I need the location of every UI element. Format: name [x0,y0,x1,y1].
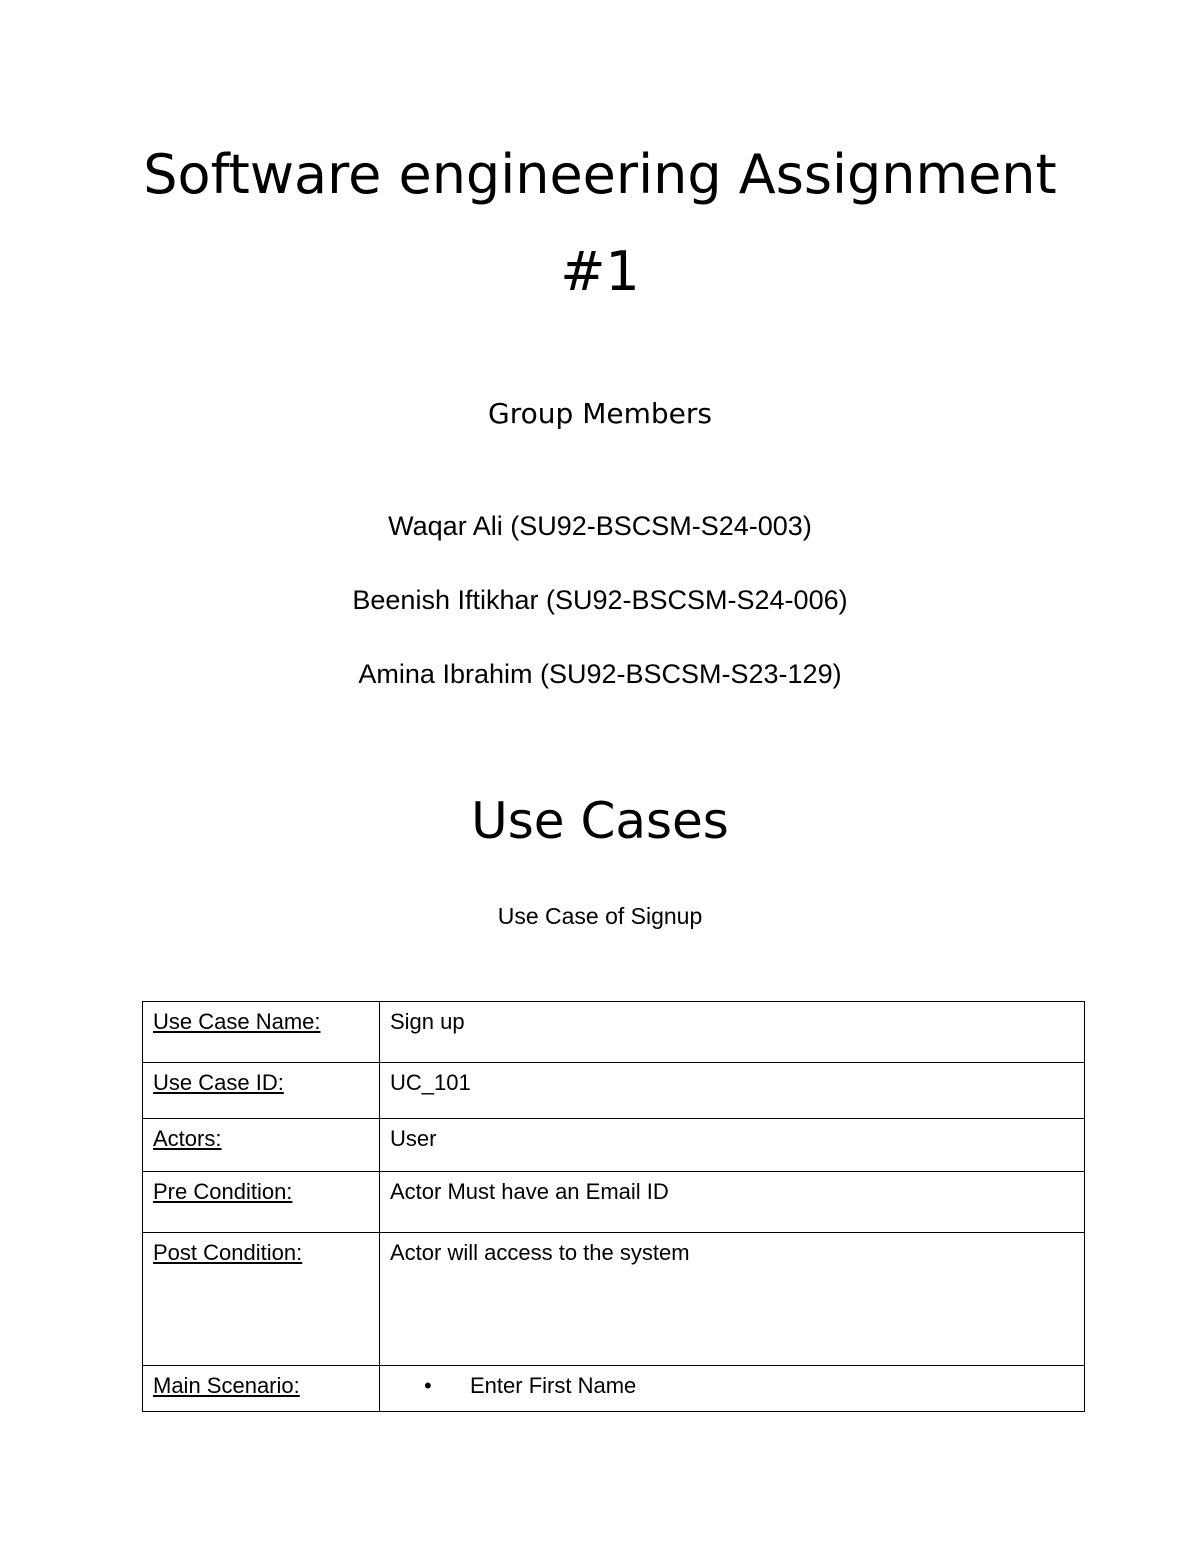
document-title-number: #1 [560,240,640,303]
group-member: Waqar Ali (SU92-BSCSM-S24-003) [388,511,812,541]
row-value-use-case-name: Sign up [380,1002,1085,1063]
group-member: Beenish Iftikhar (SU92-BSCSM-S24-006) [352,585,848,615]
row-value-main-scenario [380,1366,1085,1412]
bullet-icon: • [424,1373,432,1398]
list-item-text: Enter First Name [470,1373,637,1398]
row-label-actors: Actors: [143,1119,380,1172]
table-row [143,1233,1085,1366]
group-members-heading: Group Members [488,397,712,430]
table-row [143,1366,1085,1412]
row-label-post-condition: Post Condition: [143,1233,380,1366]
row-label-use-case-id: Use Case ID: [143,1063,380,1119]
row-label-use-case-name: Use Case Name: [143,1002,380,1063]
row-value-use-case-id: UC_101 [380,1063,1085,1119]
list-item [390,1372,1074,1400]
group-member: Amina Ibrahim (SU92-BSCSM-S23-129) [358,659,842,689]
row-label-main-scenario: Main Scenario: [143,1366,380,1412]
table-row [143,1119,1085,1172]
document-title: Software engineering Assignment [143,143,1057,206]
row-value-post-condition: Actor will access to the system [380,1233,1085,1366]
table-row [143,1172,1085,1233]
table-row [143,1063,1085,1119]
use-case-subheading: Use Case of Signup [497,903,703,929]
table-row [143,1002,1085,1063]
use-case-table [142,1001,1085,1412]
row-value-actors: User [380,1119,1085,1172]
row-value-pre-condition: Actor Must have an Email ID [380,1172,1085,1233]
use-cases-heading: Use Cases [471,792,729,850]
row-label-pre-condition: Pre Condition: [143,1172,380,1233]
